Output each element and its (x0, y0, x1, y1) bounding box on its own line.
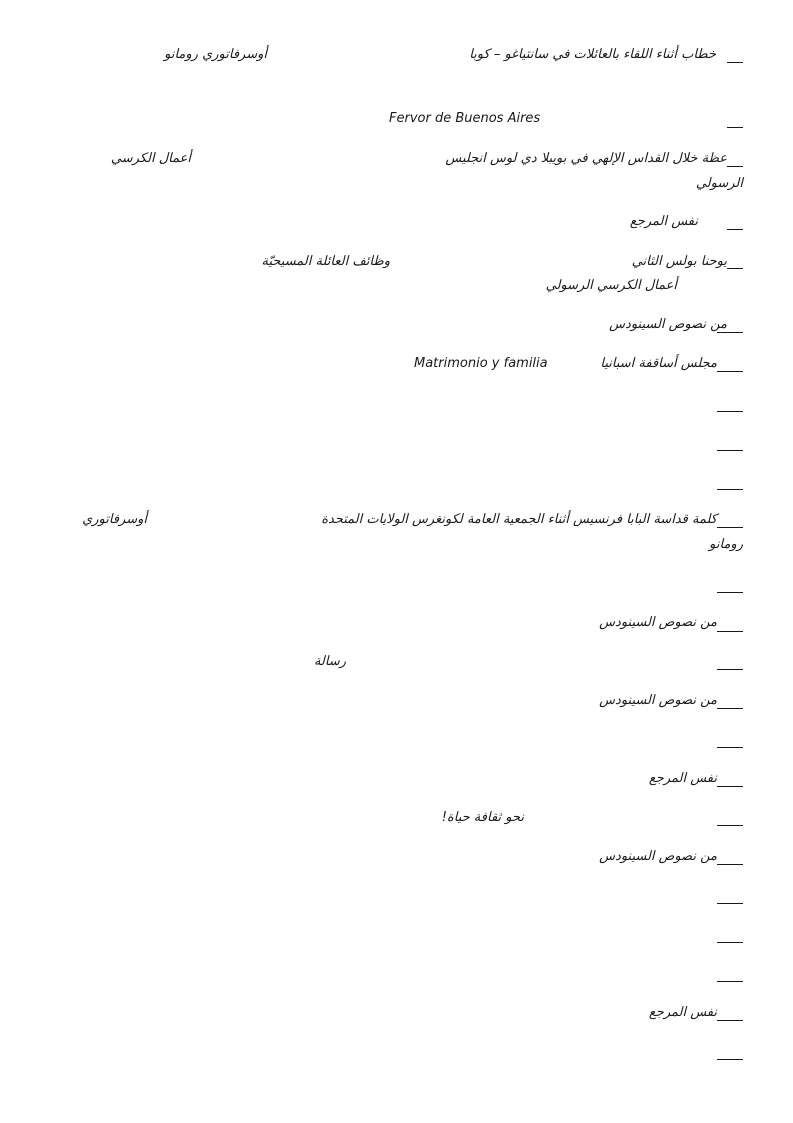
footnote-source: وظائف العائلة المسيحيّة (261, 254, 390, 269)
footnote-source: أعمال الكرسي (110, 151, 191, 166)
footnote-reference: من نصوص السينودس (599, 615, 717, 630)
footnote-source: Matrimonio y familia (414, 356, 548, 371)
footnote-source: نحو ثقافة حياة! (441, 810, 524, 825)
footnote-reference-continued: رومانو (709, 537, 743, 552)
footnote-source: أوسرفاتوري (82, 512, 147, 527)
footnote-reference: نفس المرجع (629, 214, 698, 229)
footnote-reference: كلمة قداسة البابا فرنسيس أثناء الجمعية العامة لكونغرس الولايات المتحدة (321, 512, 717, 527)
footnote-reference: من نصوص السينودس (609, 317, 727, 332)
footnote-reference: عظة خلال القداس الإلهي في بويبلا دي لوس انجليس (445, 151, 727, 166)
footnote-source: أوسرفاتوري رومانو (164, 47, 267, 62)
footnote-reference: نفس المرجع (648, 771, 717, 786)
footnote-reference: يوحنا بولس الثاني (631, 254, 727, 269)
footnote-reference: من نصوص السينودس (599, 849, 717, 864)
footnote-reference: نفس المرجع (648, 1005, 717, 1020)
footnote-reference: Fervor de Buenos Aires (389, 111, 541, 126)
footnote-subsource: أعمال الكرسي الرسولي (545, 278, 677, 293)
footnote-source: رسالة (313, 654, 346, 669)
footnote-reference-continued: الرسولي (695, 176, 743, 191)
footnote-reference: مجلس أساقفة اسبانيا (600, 356, 717, 371)
footnote-reference: من نصوص السينودس (599, 693, 717, 708)
footnote-reference: خطاب أثناء اللقاء بالعائلات في سانتياغو – كوبا (469, 47, 716, 62)
